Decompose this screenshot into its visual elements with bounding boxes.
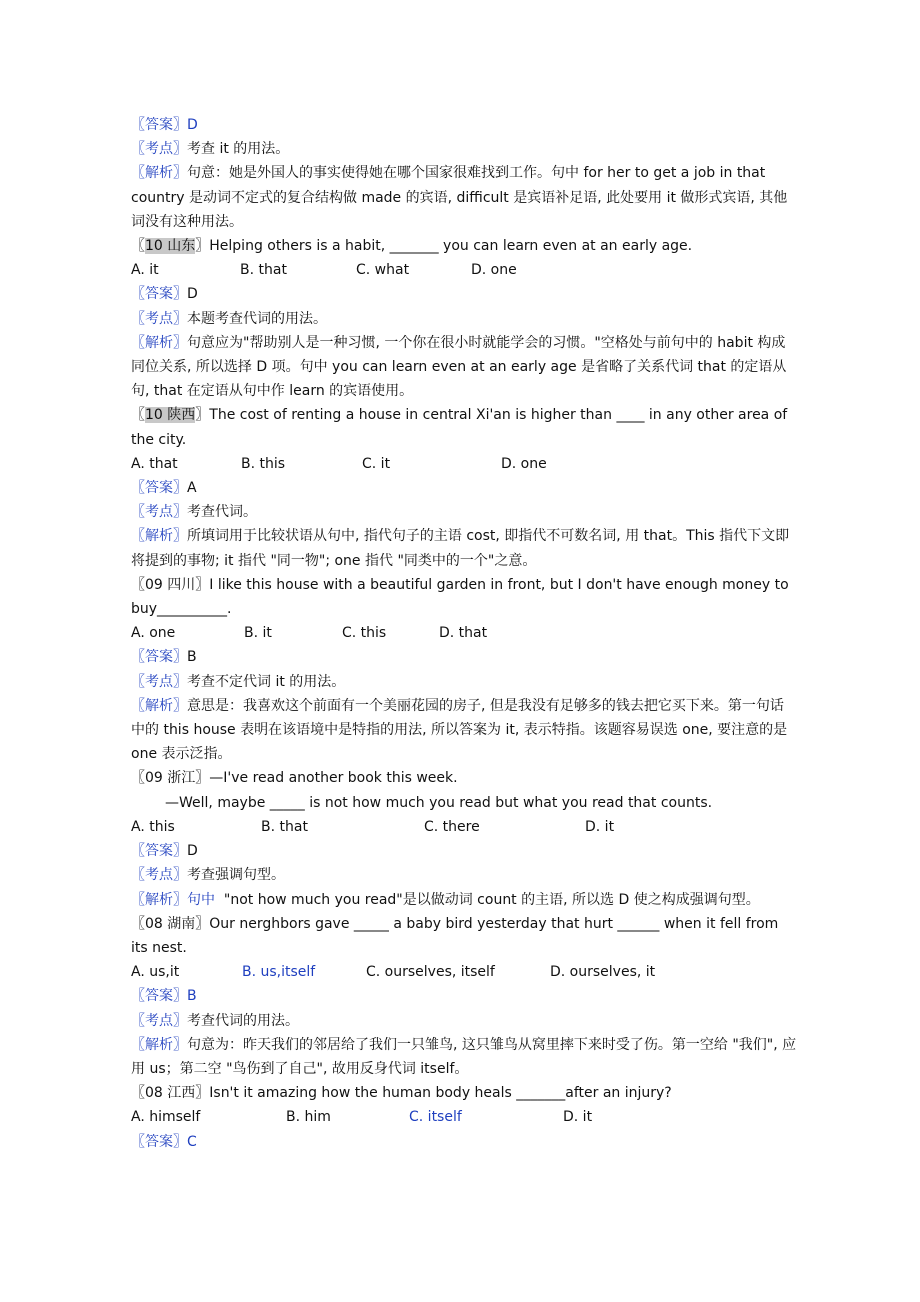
- answer-line: [131, 113, 797, 137]
- jiexi-tag: 〖解析〗: [131, 165, 187, 182]
- answer-tag: 〖答案〗: [131, 649, 187, 666]
- option-a: A. one: [131, 625, 176, 642]
- kaodian-line: [131, 307, 797, 331]
- options-row: [131, 621, 797, 645]
- jiexi-tag: 〖解析〗: [131, 1036, 187, 1053]
- jiexi-lead: 句中: [187, 891, 215, 908]
- option-b: B. that: [240, 262, 287, 279]
- question-stem: [131, 766, 797, 790]
- option-c: C. it: [362, 455, 391, 472]
- option-b: B. it: [244, 625, 272, 642]
- question-stem: 〖10 陕西〗The cost of renting a house in central Xi'an is higher than ____ in any other area of the city.: [131, 407, 788, 448]
- option-a: A. himself: [131, 1109, 201, 1126]
- jiexi-tag: 〖解析〗: [131, 334, 187, 351]
- kaodian-text: 考查代词。: [187, 504, 257, 521]
- option-d: D. one: [471, 262, 517, 279]
- answer-tag: 〖答案〗: [131, 117, 187, 133]
- question-stem: [131, 912, 797, 960]
- answer-value: A: [187, 480, 197, 497]
- question-source: 10 陕西: [145, 407, 196, 424]
- options-row: [131, 452, 797, 476]
- answer-line: [131, 282, 797, 306]
- jiexi-paragraph: [131, 694, 797, 767]
- question-text: I like this house with a beautiful garden in front, but I don't have enough money to buy__________.: [131, 576, 789, 618]
- option-d: D. that: [439, 625, 488, 642]
- options-row: [131, 1105, 797, 1129]
- question-text: Our nerghbors gave _____ a baby bird yesterday that hurt ______ when it fell from its nest.: [131, 915, 779, 956]
- option-d: D. ourselves, it: [550, 964, 656, 981]
- kaodian-tag: 〖考点〗: [131, 867, 187, 884]
- answer-value: D: [187, 286, 198, 303]
- question-source: 10 山东: [145, 238, 196, 255]
- jiexi-paragraph: [131, 888, 797, 912]
- option-a: A. this: [131, 818, 175, 835]
- question-text: —I've read another book this week.: [209, 770, 458, 787]
- jiexi-tag: 〖解析〗: [131, 891, 187, 908]
- option-c: C. this: [342, 625, 387, 642]
- jiexi-tag: 〖解析〗: [131, 528, 187, 545]
- jiexi-paragraph: [131, 524, 797, 572]
- kaodian-text: 本题考查代词的用法。: [187, 310, 327, 327]
- jiexi-text: "not how much you read"是以做动词 count 的主语, 所以选 D 使之构成强调句型。: [215, 891, 760, 908]
- option-b: B. that: [261, 818, 308, 835]
- answer-line: [131, 645, 797, 669]
- option-b: B. this: [241, 455, 286, 472]
- question-stem: [131, 1081, 797, 1105]
- kaodian-tag: 〖考点〗: [131, 310, 187, 327]
- jiexi-text: 意思是：我喜欢这个前面有一个美丽花园的房子, 但是我没有足够多的钱去把它买下来。第一句话中的 this house 表明在该语境中是特指的用法, 所以答案为 it, 表示特指。该题容易误选 one, 要注意的是 one 表示泛指。: [131, 697, 788, 763]
- jiexi-paragraph: [131, 331, 797, 404]
- jiexi-text: 句意为：昨天我们的邻居给了我们一只雏鸟, 这只雏鸟从窝里摔下来时受了伤。第一空给 "我们", 应用 us；第二空 "鸟伤到了自己", 故用反身代词 itself。: [131, 1036, 797, 1077]
- options-row: [131, 815, 797, 839]
- answer-value: D: [187, 843, 198, 860]
- question-source: 〖09 四川〗: [131, 576, 210, 593]
- question-stem: [131, 573, 797, 621]
- option-c: C. what: [356, 262, 410, 279]
- answer-tag: 〖答案〗: [131, 988, 187, 1005]
- option-d: D. one: [501, 455, 547, 472]
- answer-line: [131, 984, 797, 1008]
- option-a: A. it: [131, 262, 159, 279]
- option-a: A. that: [131, 455, 178, 472]
- options-row: [131, 258, 797, 282]
- question-stem: 〖10 山东〗Helping others is a habit, _______ you can learn even at an early age.: [131, 238, 693, 255]
- option-a: A. us,it: [131, 964, 180, 981]
- document-page: [131, 113, 797, 1154]
- question-text: Helping others is a habit, _______ you can learn even at an early age.: [209, 238, 693, 255]
- answer-value: B: [187, 988, 197, 1005]
- question-source: 〖09 浙江〗: [131, 770, 210, 787]
- option-c: C. ourselves, itself: [366, 964, 495, 981]
- answer-line: [131, 476, 797, 500]
- jiexi-text: 句意：她是外国人的事实使得她在哪个国家很难找到工作。句中 for her to get a job in that country 是动词不定式的复合结构做 made 的宾语, difficult 是宾语补足语, 此处要用 it 做形式宾语, 其他词没有这种用法。: [131, 165, 788, 230]
- kaodian-tag: 〖考点〗: [131, 504, 187, 521]
- question-text: Isn't it amazing how the human body heals _______after an injury?: [209, 1085, 672, 1102]
- answer-tag: 〖答案〗: [131, 286, 187, 303]
- jiexi-text: 句意应为"帮助别人是一种习惯, 一个你在很小时就能学会的习惯。"空格处与前句中的 habit 构成同位关系, 所以选择 D 项。句中 you can learn even at an early age 是省略了关系代词 that 的定语从句, that 在定语从句中作 learn 的宾语使用。: [131, 334, 787, 400]
- question-source: 〖08 湖南〗: [131, 915, 210, 932]
- option-b: B. us,itself: [242, 964, 316, 981]
- kaodian-tag: 〖考点〗: [131, 1012, 187, 1029]
- answer-line: [131, 1130, 797, 1154]
- kaodian-text: 考查代词的用法。: [187, 1012, 299, 1029]
- answer-value: D: [187, 117, 198, 133]
- answer-tag: 〖答案〗: [131, 480, 187, 497]
- kaodian-line: [131, 500, 797, 524]
- answer-value: B: [187, 649, 197, 666]
- answer-line: [131, 839, 797, 863]
- option-d: D. it: [563, 1109, 593, 1126]
- question-text: The cost of renting a house in central Xi'an is higher than ____ in any other area of the city.: [131, 407, 788, 448]
- question-stem-reply: —Well, maybe _____ is not how much you read but what you read that counts.: [165, 794, 713, 811]
- jiexi-text: 所填词用于比较状语从句中, 指代句子的主语 cost, 即指代不可数名词, 用 that。This 指代下文即将提到的事物; it 指代 "同一物"; one 指代 "同类中的一个"之意。: [131, 528, 790, 569]
- option-c: C. itself: [409, 1109, 462, 1126]
- answer-tag: 〖答案〗: [131, 843, 187, 860]
- options-row: [131, 960, 797, 984]
- kaodian-text: 考查 it 的用法。: [187, 141, 290, 158]
- kaodian-tag: 〖考点〗: [131, 673, 187, 690]
- kaodian-line: [131, 1009, 797, 1033]
- option-c: C. there: [424, 818, 480, 835]
- option-b: B. him: [286, 1109, 331, 1126]
- kaodian-text: 考查强调句型。: [187, 867, 285, 884]
- kaodian-tag: 〖考点〗: [131, 141, 187, 158]
- option-d: D. it: [585, 818, 615, 835]
- answer-value: C: [187, 1133, 197, 1150]
- answer-tag: 〖答案〗: [131, 1133, 187, 1150]
- question-source: 〖08 江西〗: [131, 1085, 210, 1102]
- kaodian-line: [131, 137, 797, 161]
- jiexi-tag: 〖解析〗: [131, 697, 187, 714]
- kaodian-line: [131, 670, 797, 694]
- jiexi-paragraph: [131, 161, 797, 234]
- kaodian-text: 考查不定代词 it 的用法。: [187, 673, 346, 690]
- kaodian-line: [131, 863, 797, 887]
- jiexi-paragraph: [131, 1033, 797, 1081]
